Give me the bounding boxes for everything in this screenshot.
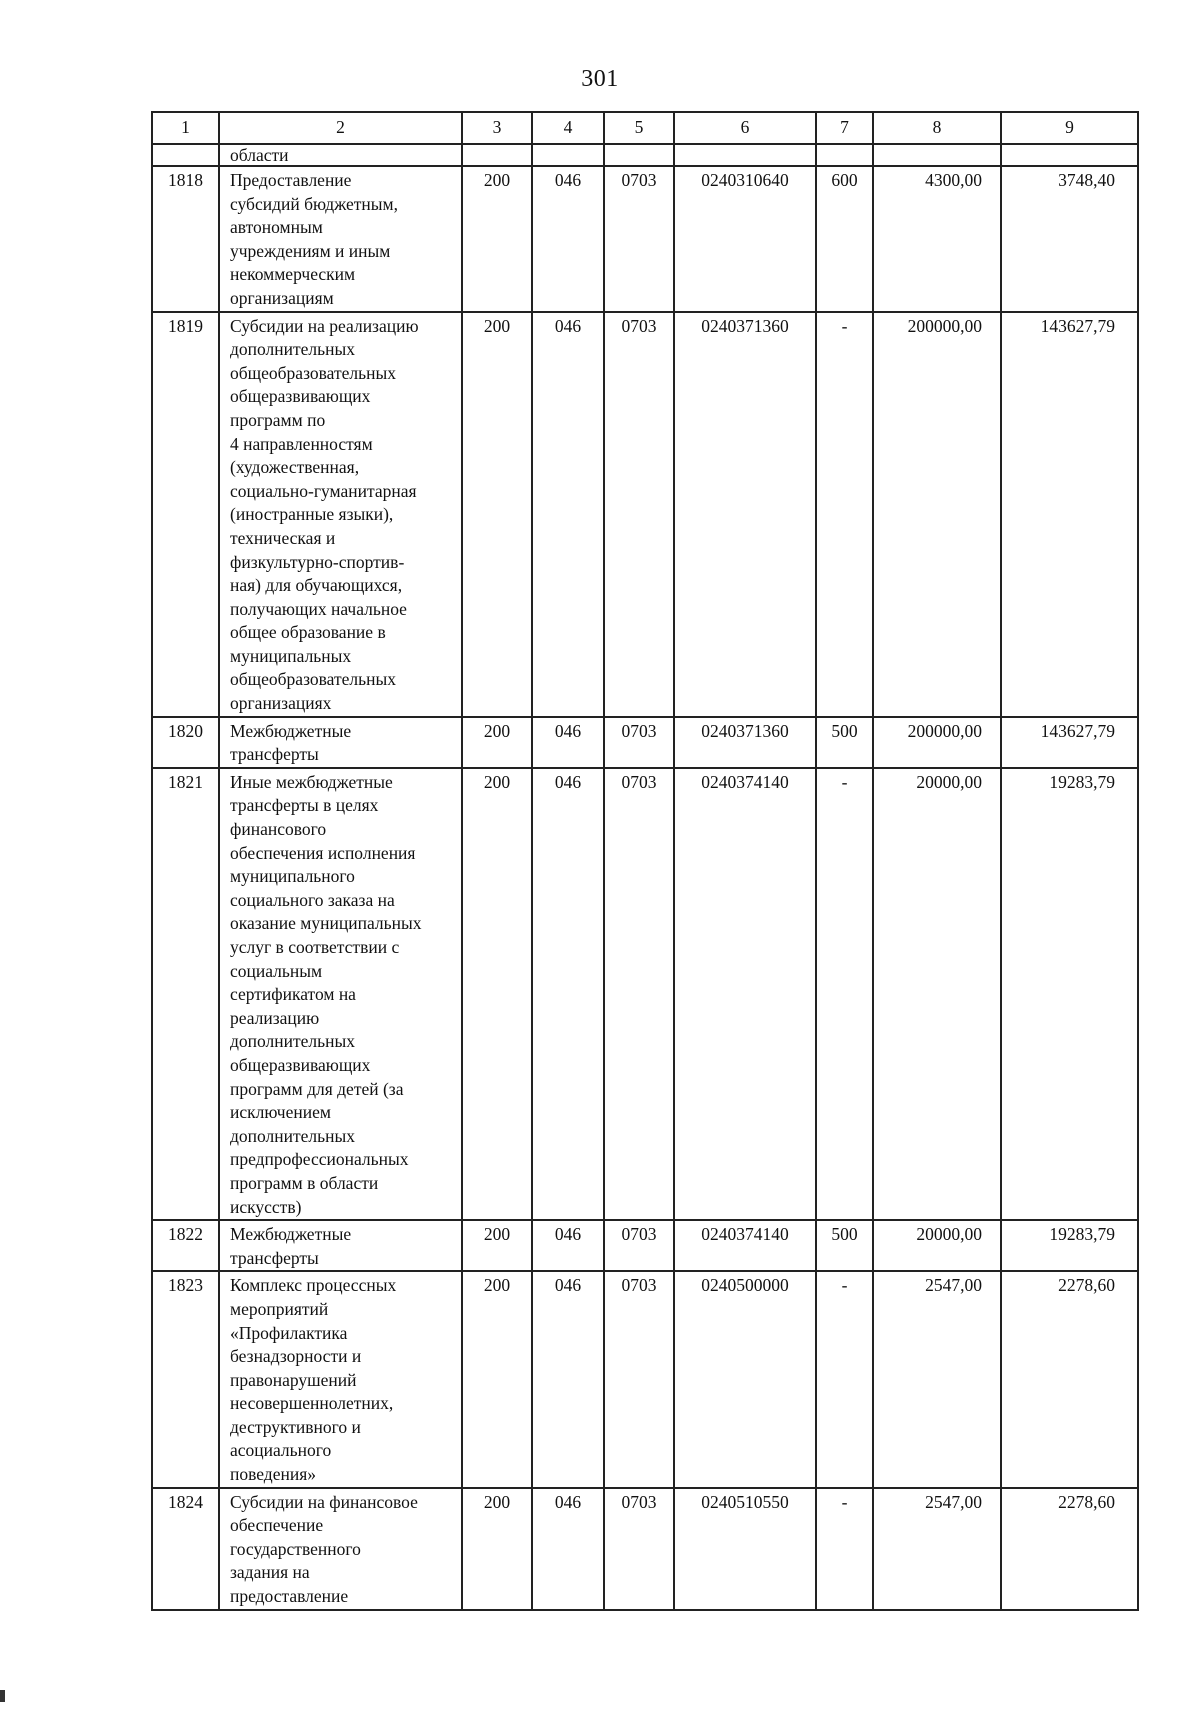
cell-col6: 0240374140 [674, 1220, 816, 1271]
cell-col8 [873, 144, 1001, 166]
row-number: 1820 [152, 717, 219, 768]
row-number: 1824 [152, 1488, 219, 1610]
cell-col4: 046 [532, 1271, 604, 1487]
cell-col9 [1001, 144, 1138, 166]
row-number: 1823 [152, 1271, 219, 1487]
cell-col6 [674, 144, 816, 166]
cell-col9: 2278,60 [1001, 1488, 1138, 1610]
cell-col7 [816, 144, 873, 166]
cell-col9: 143627,79 [1001, 312, 1138, 717]
cell-col8: 200000,00 [873, 717, 1001, 768]
row-name: Межбюджетные трансферты [219, 1220, 462, 1271]
cell-col9: 19283,79 [1001, 1220, 1138, 1271]
cell-col4: 046 [532, 1488, 604, 1610]
cell-col3: 200 [462, 166, 532, 312]
cell-col7: - [816, 1488, 873, 1610]
column-header: 4 [532, 112, 604, 144]
column-header: 2 [219, 112, 462, 144]
cell-col8: 2547,00 [873, 1271, 1001, 1487]
budget-table [151, 111, 1139, 1611]
cell-col6: 0240310640 [674, 166, 816, 312]
cell-col5: 0703 [604, 1488, 674, 1610]
cell-col3: 200 [462, 717, 532, 768]
table-row [152, 1488, 1138, 1610]
table-row [152, 166, 1138, 312]
cell-col5: 0703 [604, 1220, 674, 1271]
table-row [152, 768, 1138, 1220]
row-name: Предоставление субсидий бюджетным, автономным учреждениям и иным некоммерческим организациям [219, 166, 462, 312]
row-number: 1818 [152, 166, 219, 312]
cell-col3: 200 [462, 312, 532, 717]
table-row [152, 312, 1138, 717]
cell-col6: 0240510550 [674, 1488, 816, 1610]
cell-col3: 200 [462, 1271, 532, 1487]
cell-col3: 200 [462, 1488, 532, 1610]
cell-col9: 19283,79 [1001, 768, 1138, 1220]
page-number: 301 [581, 66, 619, 92]
cell-col4: 046 [532, 717, 604, 768]
cell-col7: 600 [816, 166, 873, 312]
column-header: 8 [873, 112, 1001, 144]
cell-col4: 046 [532, 166, 604, 312]
cell-col4: 046 [532, 1220, 604, 1271]
table-row [152, 717, 1138, 768]
cell-col5: 0703 [604, 717, 674, 768]
row-name: Субсидии на реализацию дополнительных общеобразовательных общеразвивающих программ по 4 направленностям (художественная, социально-гуманитарная (иностранные языки), техническая и физкультурно-спортив- ная) для обучающихся, получающих начальное общее образование в муниципальных общеобразовательных организациях [219, 312, 462, 717]
cell-col7: - [816, 312, 873, 717]
cell-col8: 20000,00 [873, 768, 1001, 1220]
table-row [152, 1271, 1138, 1487]
cell-col3: 200 [462, 768, 532, 1220]
column-header: 7 [816, 112, 873, 144]
row-number [152, 144, 219, 166]
cell-col5: 0703 [604, 312, 674, 717]
row-name: Комплекс процессных мероприятий «Профилактика безнадзорности и правонарушений несовершеннолетних, деструктивного и асоциального поведения» [219, 1271, 462, 1487]
row-name: Субсидии на финансовое обеспечение государственного задания на предоставление [219, 1488, 462, 1610]
cell-col3 [462, 144, 532, 166]
cell-col7: - [816, 768, 873, 1220]
column-header: 5 [604, 112, 674, 144]
cell-col4: 046 [532, 312, 604, 717]
cell-col5: 0703 [604, 1271, 674, 1487]
cell-col4: 046 [532, 768, 604, 1220]
cell-col6: 0240500000 [674, 1271, 816, 1487]
row-number: 1822 [152, 1220, 219, 1271]
row-name: Межбюджетные трансферты [219, 717, 462, 768]
cell-col5: 0703 [604, 768, 674, 1220]
column-header: 3 [462, 112, 532, 144]
cell-col4 [532, 144, 604, 166]
cell-col8: 2547,00 [873, 1488, 1001, 1610]
cell-col8: 4300,00 [873, 166, 1001, 312]
cell-col6: 0240371360 [674, 717, 816, 768]
cell-col6: 0240371360 [674, 312, 816, 717]
scan-margin-mark [0, 1690, 5, 1702]
cell-col9: 3748,40 [1001, 166, 1138, 312]
row-name: Иные межбюджетные трансферты в целях финансового обеспечения исполнения муниципального социального заказа на оказание муниципальных услуг в соответствии с социальным сертификатом на реализацию дополнительных общеразвивающих программ для детей (за исключением дополнительных предпрофессиональных программ в области искусств) [219, 768, 462, 1220]
cell-col7: - [816, 1271, 873, 1487]
row-name: области [219, 144, 462, 166]
cell-col8: 200000,00 [873, 312, 1001, 717]
cell-col9: 143627,79 [1001, 717, 1138, 768]
cell-col5 [604, 144, 674, 166]
header-row [152, 112, 1138, 144]
row-number: 1821 [152, 768, 219, 1220]
table-row [152, 1220, 1138, 1271]
column-header: 1 [152, 112, 219, 144]
row-number: 1819 [152, 312, 219, 717]
cell-col5: 0703 [604, 166, 674, 312]
table-row-continuation [152, 144, 1138, 166]
column-header: 9 [1001, 112, 1138, 144]
cell-col9: 2278,60 [1001, 1271, 1138, 1487]
cell-col6: 0240374140 [674, 768, 816, 1220]
cell-col8: 20000,00 [873, 1220, 1001, 1271]
cell-col3: 200 [462, 1220, 532, 1271]
cell-col7: 500 [816, 717, 873, 768]
cell-col7: 500 [816, 1220, 873, 1271]
column-header: 6 [674, 112, 816, 144]
